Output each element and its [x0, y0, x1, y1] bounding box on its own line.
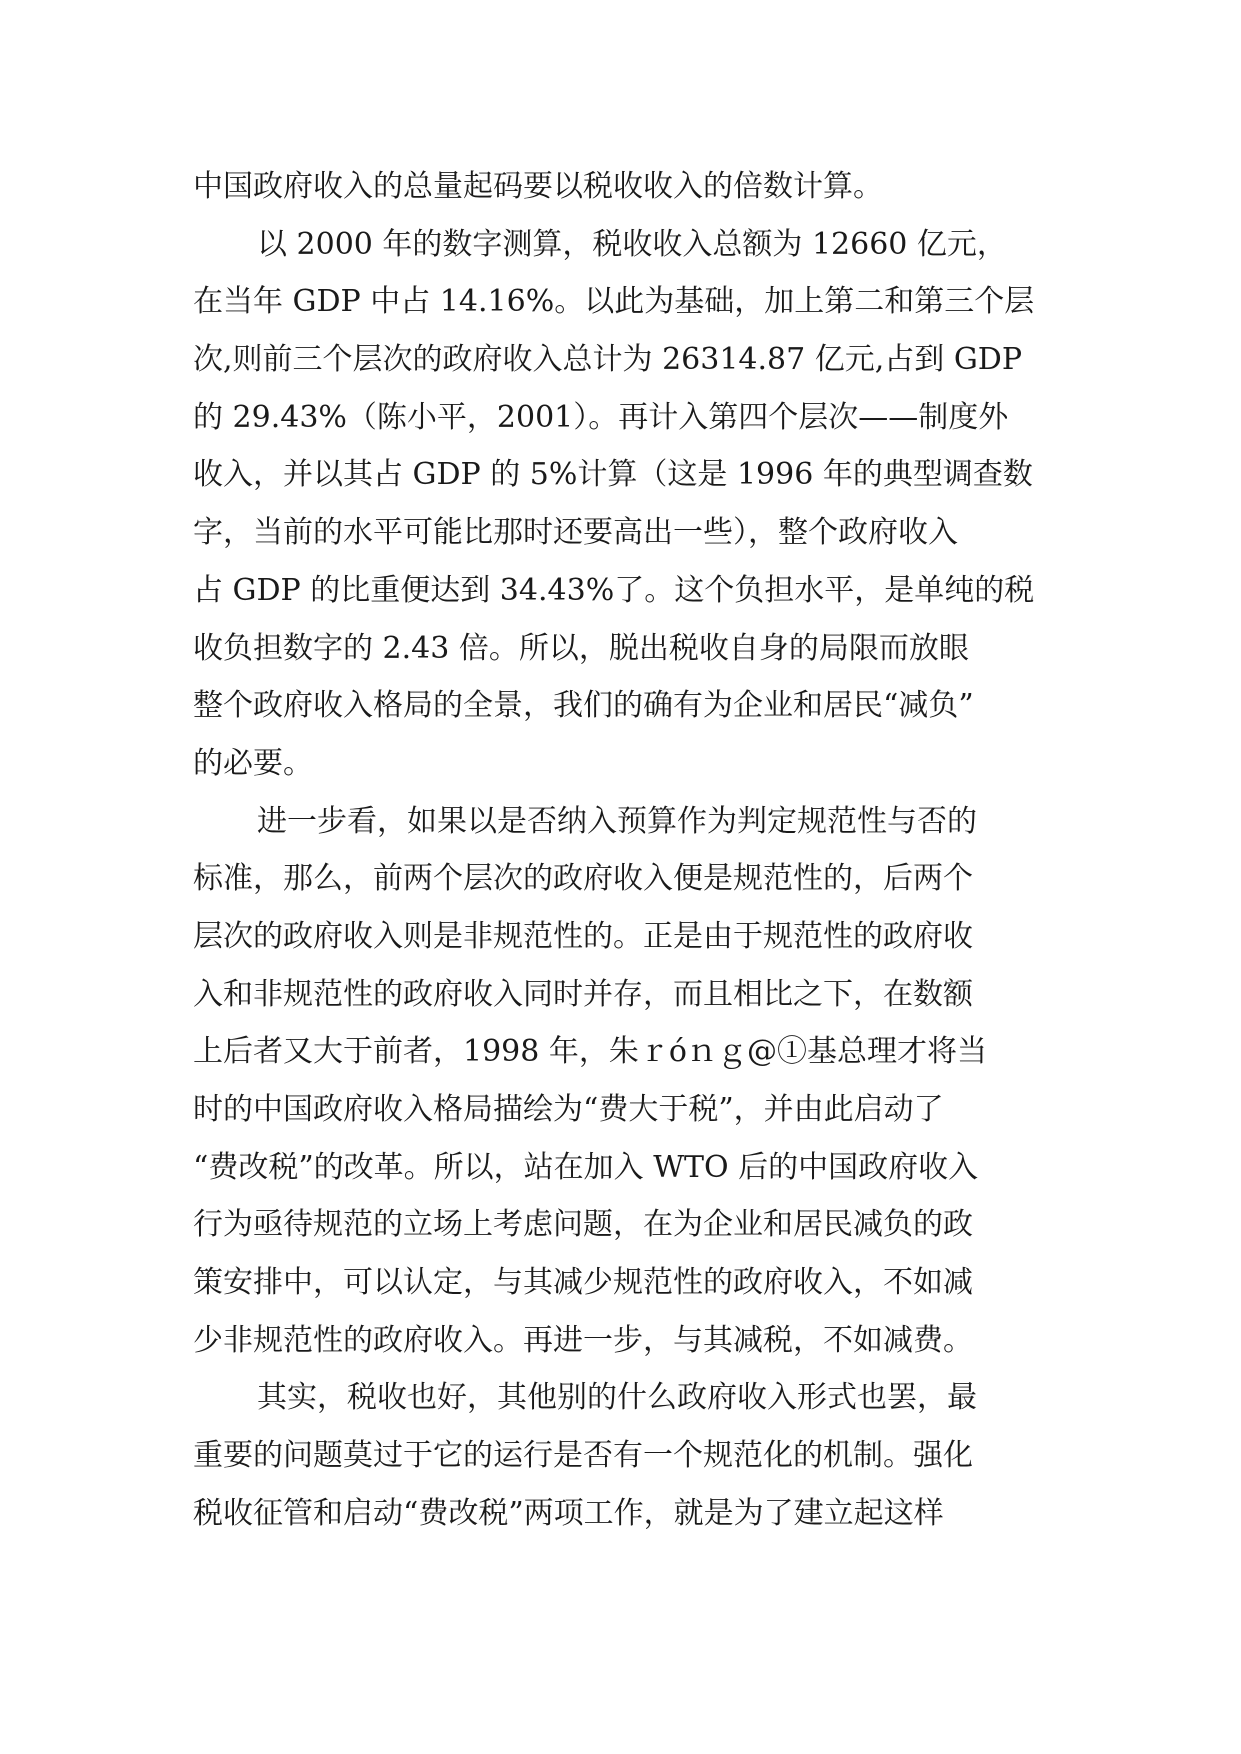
paragraph-3 — [193, 793, 1063, 1370]
text-line: 其实，税收也好，其他别的什么政府收入形式也罢，最 — [257, 1380, 977, 1416]
text-line: 整个政府收入格局的全景，我们的确有为企业和居民“减负” — [193, 688, 974, 724]
text-line: 层次的政府收入则是非规范性的。正是由于规范性的政府收 — [193, 918, 973, 954]
paragraph-4 — [193, 1369, 1063, 1542]
text-line: 税收征管和启动“费改税”两项工作，就是为了建立起这样 — [193, 1495, 944, 1531]
text-line: 以 2000 年的数字测算，税收收入总额为 12660 亿元， — [257, 226, 1007, 262]
text-line: 行为亟待规范的立场上考虑问题，在为企业和居民减负的政 — [193, 1207, 973, 1243]
body-text — [193, 158, 1063, 1543]
paragraph-2 — [193, 216, 1063, 793]
text-line: 中国政府收入的总量起码要以税收收入的倍数计算。 — [193, 169, 883, 204]
text-line: 上后者又大于前者，1998 年，朱ｒóｎｇ@①基总理才将当 — [193, 1034, 987, 1070]
text-line: 策安排中，可以认定，与其减少规范性的政府收入，不如减 — [193, 1265, 973, 1301]
text-line: 收负担数字的 2.43 倍。所以，脱出税收自身的局限而放眼 — [193, 630, 969, 666]
text-line: “费改税”的改革。所以，站在加入 WTO 后的中国政府收入 — [193, 1149, 979, 1185]
text-line: 入和非规范性的政府收入同时并存，而且相比之下，在数额 — [193, 976, 973, 1012]
text-line: 标准，那么，前两个层次的政府收入便是规范性的，后两个 — [193, 861, 973, 897]
text-line: 少非规范性的政府收入。再进一步，与其减税，不如减费。 — [193, 1322, 973, 1358]
text-line: 字，当前的水平可能比那时还要高出一些），整个政府收入 — [193, 515, 958, 551]
text-line: 次,则前三个层次的政府收入总计为 26314.87 亿元,占到 GDP — [193, 342, 1023, 378]
text-line: 占 GDP 的比重便达到 34.43%了。这个负担水平，是单纯的税 — [193, 572, 1035, 608]
text-line: 的必要。 — [193, 745, 313, 781]
text-line: 的 29.43%（陈小平，2001）。再计入第四个层次——制度外 — [193, 399, 1009, 435]
text-line: 时的中国政府收入格局描绘为“费大于税”，并由此启动了 — [193, 1092, 944, 1127]
text-line: 在当年 GDP 中占 14.16%。以此为基础，加上第二和第三个层 — [193, 284, 1035, 320]
text-line: 收入，并以其占 GDP 的 5%计算（这是 1996 年的典型调查数 — [193, 457, 1033, 493]
paragraph-1 — [193, 158, 1063, 216]
text-line: 重要的问题莫过于它的运行是否有一个规范化的机制。强化 — [193, 1438, 973, 1474]
text-line: 进一步看，如果以是否纳入预算作为判定规范性与否的 — [257, 803, 977, 839]
